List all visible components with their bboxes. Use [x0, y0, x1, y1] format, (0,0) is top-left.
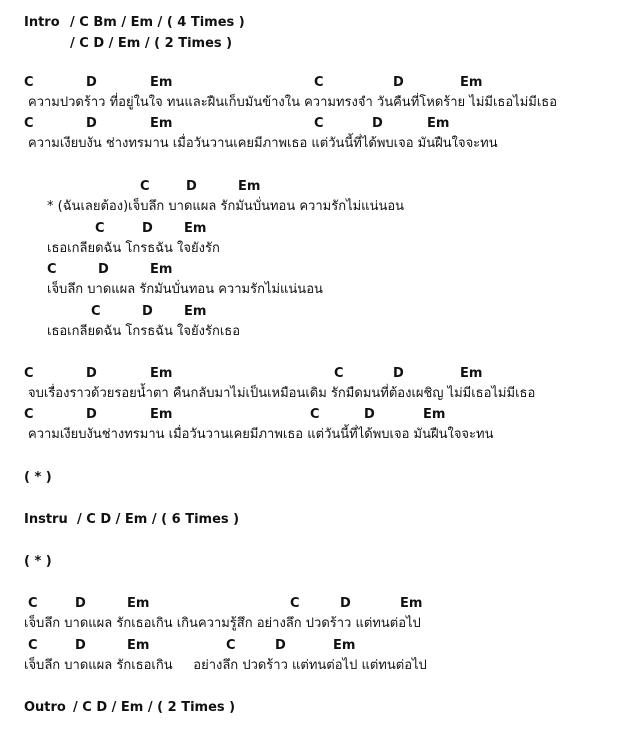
chord: C — [28, 638, 38, 653]
chord: C — [334, 366, 344, 381]
chord: D — [142, 221, 153, 236]
intro-label: Intro — [24, 15, 60, 30]
outro-line: / C D / Em / ( 2 Times ) — [73, 700, 236, 715]
chord: C — [24, 75, 34, 90]
chord: D — [98, 262, 109, 277]
chord: C — [24, 116, 34, 131]
chord: D — [86, 75, 97, 90]
chord: Em — [184, 304, 207, 319]
chord: C — [290, 596, 300, 611]
lyric: ความเงียบงัน ช่างทรมาน เมื่อวันวานเคยมีภาพเธอ แต่วันนี้ที่ได้พบเจอ มันฝืนใจจะทน — [28, 136, 498, 151]
chord: C — [24, 407, 34, 422]
lyric: เจ็บลึก บาดแผล รักเธอเกิน อย่างลึก ปวดร้าว แต่ทนต่อไป แต่ทนต่อไป — [24, 658, 427, 673]
chord: Em — [427, 116, 450, 131]
lyric: เจ็บลึก บาดแผล รักเธอเกิน เกินความรู้สึก อย่างลึก ปวดร้าว แต่ทนต่อไป — [24, 616, 421, 631]
chord: D — [86, 366, 97, 381]
chord: D — [186, 179, 197, 194]
chord: C — [91, 304, 101, 319]
lyric: เธอเกลียดฉัน โกรธฉัน ใจยังรักเธอ — [47, 324, 241, 339]
chord: Em — [423, 407, 446, 422]
chord: D — [142, 304, 153, 319]
intro-line-2: / C D / Em / ( 2 Times ) — [70, 36, 233, 51]
lyric: * (ฉันเลยต้อง)เจ็บลึก บาดแผล รักมันบั่นทอน ความรักไม่แน่นอน — [47, 199, 405, 214]
chord: C — [95, 221, 105, 236]
chord: Em — [150, 262, 173, 277]
lyric: จบเรื่องราวด้วยรอยน้ำตา คืนกลับมาไม่เป็นเหมือนเดิม รักมืดมนที่ต้องเผชิญ ไม่มีเธอไม่มีเธอ — [28, 386, 536, 401]
chord: D — [86, 116, 97, 131]
chorus-repeat-marker: ( * ) — [24, 470, 52, 485]
chord: Em — [150, 75, 173, 90]
chord: C — [314, 75, 324, 90]
chord: Em — [150, 366, 173, 381]
chord: Em — [184, 221, 207, 236]
chord: Em — [460, 75, 483, 90]
chord: C — [310, 407, 320, 422]
chord: Em — [400, 596, 423, 611]
chord: C — [28, 596, 38, 611]
chord: C — [24, 366, 34, 381]
chord: D — [340, 596, 351, 611]
chord: C — [314, 116, 324, 131]
chord: Em — [150, 116, 173, 131]
chord: D — [393, 366, 404, 381]
lyric: เจ็บลึก บาดแผล รักมันบั่นทอน ความรักไม่แน่นอน — [47, 282, 323, 297]
lyric: เธอเกลียดฉัน โกรธฉัน ใจยังรัก — [47, 241, 220, 256]
chord: D — [75, 596, 86, 611]
chord: C — [47, 262, 57, 277]
lyric: ความเงียบงันช่างทรมาน เมื่อวันวานเคยมีภาพเธอ แต่วันนี้ที่ได้พบเจอ มันฝืนใจจะทน — [28, 427, 494, 442]
chord: Em — [150, 407, 173, 422]
chord: Em — [127, 638, 150, 653]
chord: D — [364, 407, 375, 422]
chord: D — [372, 116, 383, 131]
chord: C — [140, 179, 150, 194]
chord: Em — [333, 638, 356, 653]
chord: Em — [460, 366, 483, 381]
chord: D — [393, 75, 404, 90]
chord: C — [226, 638, 236, 653]
chord: D — [75, 638, 86, 653]
outro-label: Outro — [24, 700, 66, 715]
instru-line: / C D / Em / ( 6 Times ) — [77, 512, 240, 527]
chord: Em — [127, 596, 150, 611]
intro-line-1: / C Bm / Em / ( 4 Times ) — [70, 15, 245, 30]
chord: D — [86, 407, 97, 422]
chorus-repeat-marker-2: ( * ) — [24, 554, 52, 569]
lyric: ความปวดร้าว ที่อยู่ในใจ ทนและฝืนเก็บมันข้างใน ความทรงจำ วันคืนที่โหดร้าย ไม่มีเธอไม่มีเธอ — [28, 95, 558, 110]
chord: Em — [238, 179, 261, 194]
instru-label: Instru — [24, 512, 68, 527]
chord: D — [275, 638, 286, 653]
